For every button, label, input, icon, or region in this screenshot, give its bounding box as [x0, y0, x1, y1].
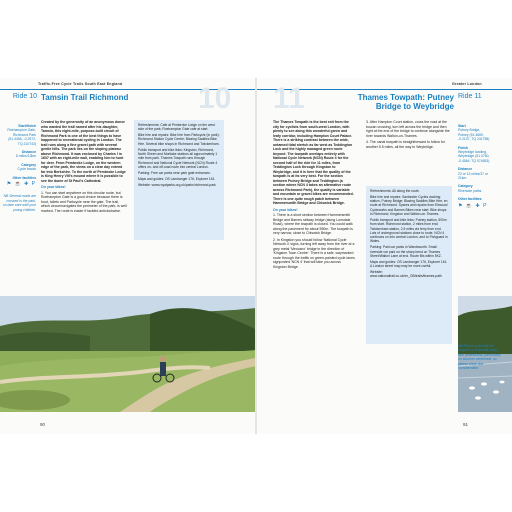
route-title: Tamsin Trail Richmond [41, 93, 129, 102]
ride-label: Ride 11 [458, 93, 482, 100]
page-number: 90 [40, 422, 46, 427]
info-bike-hire: Bike hire and repairs: Santander Cycles docking station, Putney Bridge; Blazing Saddles Bike Hire, en route at Richmond. Spares and repairs from Elswood Cycleworks and Barnes Bikes near start. Bike shops in Richmond, Kingston and Walton-on-Thames. [370, 194, 448, 217]
info-box [134, 120, 224, 240]
facilities-label: Other facilities [458, 197, 482, 202]
category-label: Category [21, 162, 36, 167]
route-number: 11 [273, 82, 305, 115]
start-label: Start [458, 124, 466, 128]
start-value: Putney Bridge, Putney (51.4669, -0.2137, TQ 241758) [458, 128, 490, 142]
on-your-bikes-heading: On your bikes! [41, 185, 66, 189]
info-bike-hire: Bike hire and repairs: Bike hire from Parkcycle (in park); Richmond Station Cycle Centre; Blazing Saddles Bike Hire. Several bike shops in Richmond and Twickenham. [138, 133, 220, 146]
step-text: 1. There is a short section between Hammersmith Bridge and Barnes railway bridge (along Lonsdale Road), where the towpath is closed. You could walk along the pavement for about 550m. The towpath is very narrow, close to Chiswick Bridge. [273, 213, 353, 235]
info-parking: Parking: Paid car parks in Wandsworth. Small riverside car park on the sharp bend on Thames Street/Walton Lane at end. Route fills within 5KZ. [370, 245, 442, 258]
nb-note: NB Several roads are crossed in the park, so take care with your young children. [3, 194, 36, 212]
start-label: Start/finish [18, 124, 36, 128]
info-parking: Parking: Free car parks near park gate entrances. [138, 170, 211, 175]
info-box [366, 186, 452, 344]
info-maps: Maps and guides: OS Landranger 176, Explorer 161. A London street map may be more useful. [370, 259, 448, 269]
facilities-icons: ⚑ ☕ ✚ P [458, 202, 488, 209]
route-sidebar [458, 120, 491, 208]
step-text: 2. In Kingston you should follow 'National Cycle Network 4' signs, turning left away from the river at a grey metal 'Meccano' bridge in the direction of 'Kingston Town Centre'. There is a safe, waymarked route through the traffic on green-painted cycle lanes signposted 'NCN 4' that will take you across Kingston Bridge. [273, 237, 355, 269]
category-value: Riverside paths [458, 188, 482, 193]
step-text: 4. The canal towpath is straightforward to follow for another 5.5 miles, all the way to Weybridge. [366, 140, 445, 149]
left-page [0, 78, 256, 434]
book-gutter [255, 78, 257, 434]
running-head: Greater London [452, 82, 482, 86]
distance-value: 23 or 13 miles/37 or 21km [458, 171, 488, 181]
running-head: Traffic-Free Cycle Trails South East England [38, 82, 123, 86]
info-website: Website: www.nationaltrail.co.uk/en_GB/trails/thames-path [370, 270, 442, 279]
main-column-1 [273, 120, 355, 271]
step-text: 3. After Hampton Court station, cross the road at the toucan crossing, turn left across the bridge and then right at the end of the bridge to continue alongside the river towards Walton-on-Thames. [366, 120, 450, 138]
nb-sidebar [458, 336, 502, 370]
finish-value: Weybridge landing, Weybridge (51.3760, -0.4564, TQ 074653) [458, 150, 490, 163]
start-value: Roehampton Gate, Richmond Park (51.4456, -0.2572, TQ 210743) [7, 128, 36, 146]
distance-label: Distance [21, 150, 36, 155]
ride-label: Ride 10 [12, 93, 37, 100]
info-website: Website: www.royalparks.org.uk/parks/richmond-park [138, 182, 216, 187]
route-number: 10 [198, 82, 232, 115]
on-your-bikes-heading: On your bikes! [273, 207, 298, 212]
step-text: 1. You can start anywhere on this circular route, but Roehampton Gate is a good choice because there is food, toilets and Parkcycle near the gate. The trail, which circumnavigates the perimeter of the park, is well marked. The route is easier if tackled anticlockwise. [41, 190, 127, 213]
facilities-label: Other facilities [12, 175, 36, 180]
right-page [256, 78, 512, 434]
park-photo [0, 296, 256, 412]
category-label: Category [458, 184, 473, 189]
route-title: Thames Towpath: Putney Bridge to Weybridge [357, 93, 454, 111]
main-column [41, 120, 127, 215]
finish-label: Finish [458, 145, 468, 150]
info-maps: Maps and guides: OS Landranger 176, Explorer 161. [138, 176, 216, 181]
nb-note: NB Please note that the towpath is frequently busy with pedestrians, particularly on summer weekends, so please show due consideration. [458, 344, 501, 371]
category-value: Cycle tracks [17, 167, 36, 172]
route-sidebar [3, 120, 36, 212]
page-number: 91 [463, 422, 469, 427]
facilities-icons: ⚑ ☕ ✚ P [6, 181, 36, 188]
intro-text: Created by the generosity of an anonymous donor who wanted the trail named after his daughter, Tamsin, this eight-mile, purpose-built circuit of Richmond Park is one of the best things to have happened to recreational cycling in London. The trail runs along a fine gravel path with several gentle hills. The park lies on the sloping plateau above Richmond. It was enclosed by Charles I in 1637 with an eight-mile wall, enabling him to hunt for deer. From Pembroke Lodge, on the western edge of the park, the views on a clear day extend far into Berkshire. To the north of Pembroke Lodge is King Henry VIII's mound where it is possible to see the dome of St Paul's Cathedral. [41, 120, 126, 183]
info-refreshments: Refreshments: Cafe at Pembroke Lodge on the west side of the park; Roehampton Gate cafe at start. [138, 123, 215, 132]
main-column-2 [366, 120, 452, 151]
distance-label: Distance [458, 167, 473, 172]
info-transport: Public transport and bike links: Putney station, 500m from start. Richmond station, 2 miles from end; Twickenham station, 2.5 miles via ferry from end. Lots of underground stations close to route. NCN 4 continues on into central London, and to Fishguard in Wales. [370, 217, 448, 244]
intro-text: The Thames Towpath is the best exit from the city for cyclists from south-west London, with plenty to see along this wonderful green and leafy corridor, including Hampton Court Palace. There is a striking contrast between the wide, untamed tidal stretch as far west as Teddington Lock and the highly managed green route beyond. The towpath overlaps entirely with National Cycle Network (NCN) Route 4 for the second half of the ride for 11 miles, from Teddington Lock through Kingston to Weybridge, and it is here that the quality of the towpath is at its very best. For the section between Putney Bridge and Teddington (a section where NCN 4 takes an alternative route across Richmond Park), the quality is variable and mountain or gravel bikes are recommended. There is one quite rough patch between Hammersmith Bridge and Chiswick Bridge. [273, 120, 354, 205]
info-refreshments: Refreshments: All along the route. [370, 189, 420, 193]
distance-value: 8 miles/13km [16, 154, 36, 159]
info-transport: Public transport and bike links: Kingston, Richmond, North Sheen and Mortlake stations all approximately 1 mile from park. Thames Towpath runs through Richmond and National Cycle Network (NCN) Route 4 offers on- and off-road route into central London. [138, 147, 218, 169]
